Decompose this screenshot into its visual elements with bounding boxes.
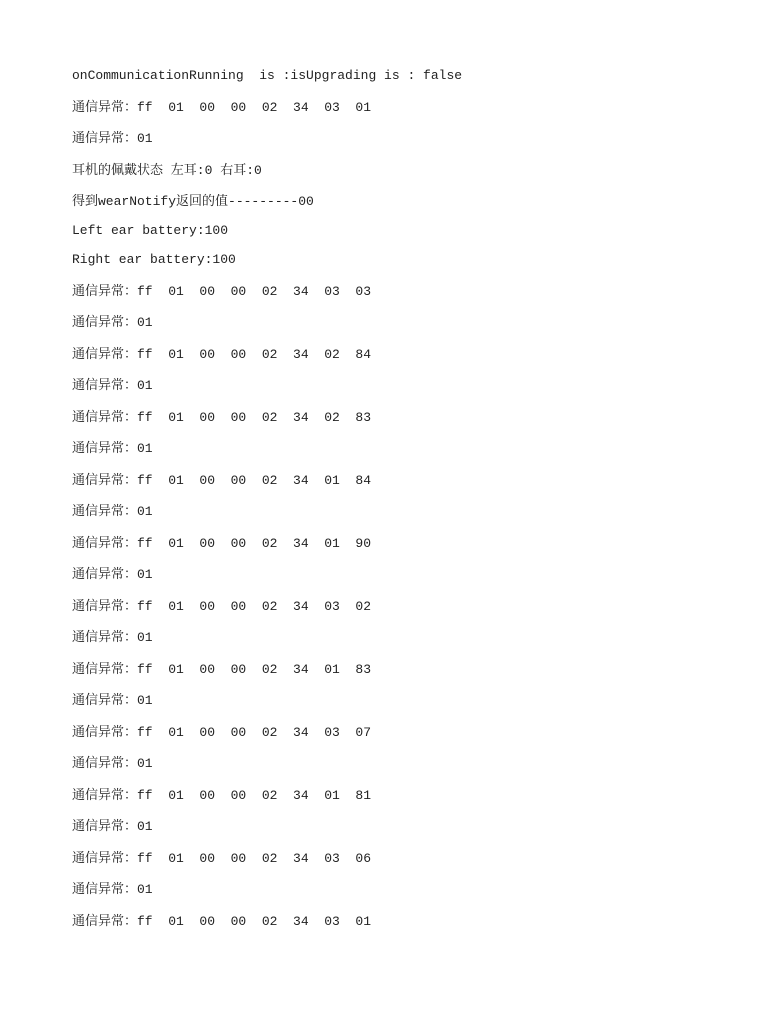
log-line: 通信异常：01 — [72, 504, 153, 519]
log-line: 通信异常：01 — [72, 630, 153, 645]
log-line: 通信异常：01 — [72, 756, 153, 771]
log-line: 通信异常：ff 01 00 00 02 34 02 84 — [72, 346, 372, 362]
log-line: 通信异常：ff 01 00 00 02 34 03 01 — [72, 913, 372, 929]
log-line: Right ear battery:100 — [72, 252, 236, 267]
log-line: Left ear battery:100 — [72, 223, 229, 238]
log-line: 通信异常：ff 01 00 00 02 34 01 81 — [72, 787, 372, 803]
log-line: 通信异常：01 — [72, 567, 153, 582]
log-line: 通信异常：ff 01 00 00 02 34 02 83 — [72, 409, 372, 425]
log-line: 通信异常：ff 01 00 00 02 34 03 06 — [72, 850, 372, 866]
log-line: 通信异常：01 — [72, 131, 153, 146]
log-line: 通信异常：ff 01 00 00 02 34 03 01 — [72, 99, 372, 115]
log-line: 通信异常：01 — [72, 315, 153, 330]
log-line: 通信异常：ff 01 00 00 02 34 01 83 — [72, 661, 372, 677]
log-line: 通信异常：ff 01 00 00 02 34 01 84 — [72, 472, 372, 488]
log-line: 通信异常：ff 01 00 00 02 34 03 03 — [72, 283, 372, 299]
log-line: 通信异常：ff 01 00 00 02 34 03 02 — [72, 598, 372, 614]
log-line: 得到wearNotify返回的值---------00 — [72, 194, 314, 209]
log-line: 通信异常：01 — [72, 378, 153, 393]
log-line: 通信异常：01 — [72, 693, 153, 708]
log-line: 通信异常：01 — [72, 882, 153, 897]
log-line: onCommunicationRunning is :isUpgrading is : false — [72, 68, 463, 83]
log-line: 通信异常：ff 01 00 00 02 34 03 07 — [72, 724, 372, 740]
log-output — [72, 67, 732, 944]
log-line: 通信异常：01 — [72, 441, 153, 456]
log-line: 通信异常：01 — [72, 819, 153, 834]
log-line: 耳机的佩戴状态 左耳:0 右耳:0 — [72, 162, 262, 178]
log-line: 通信异常：ff 01 00 00 02 34 01 90 — [72, 535, 372, 551]
